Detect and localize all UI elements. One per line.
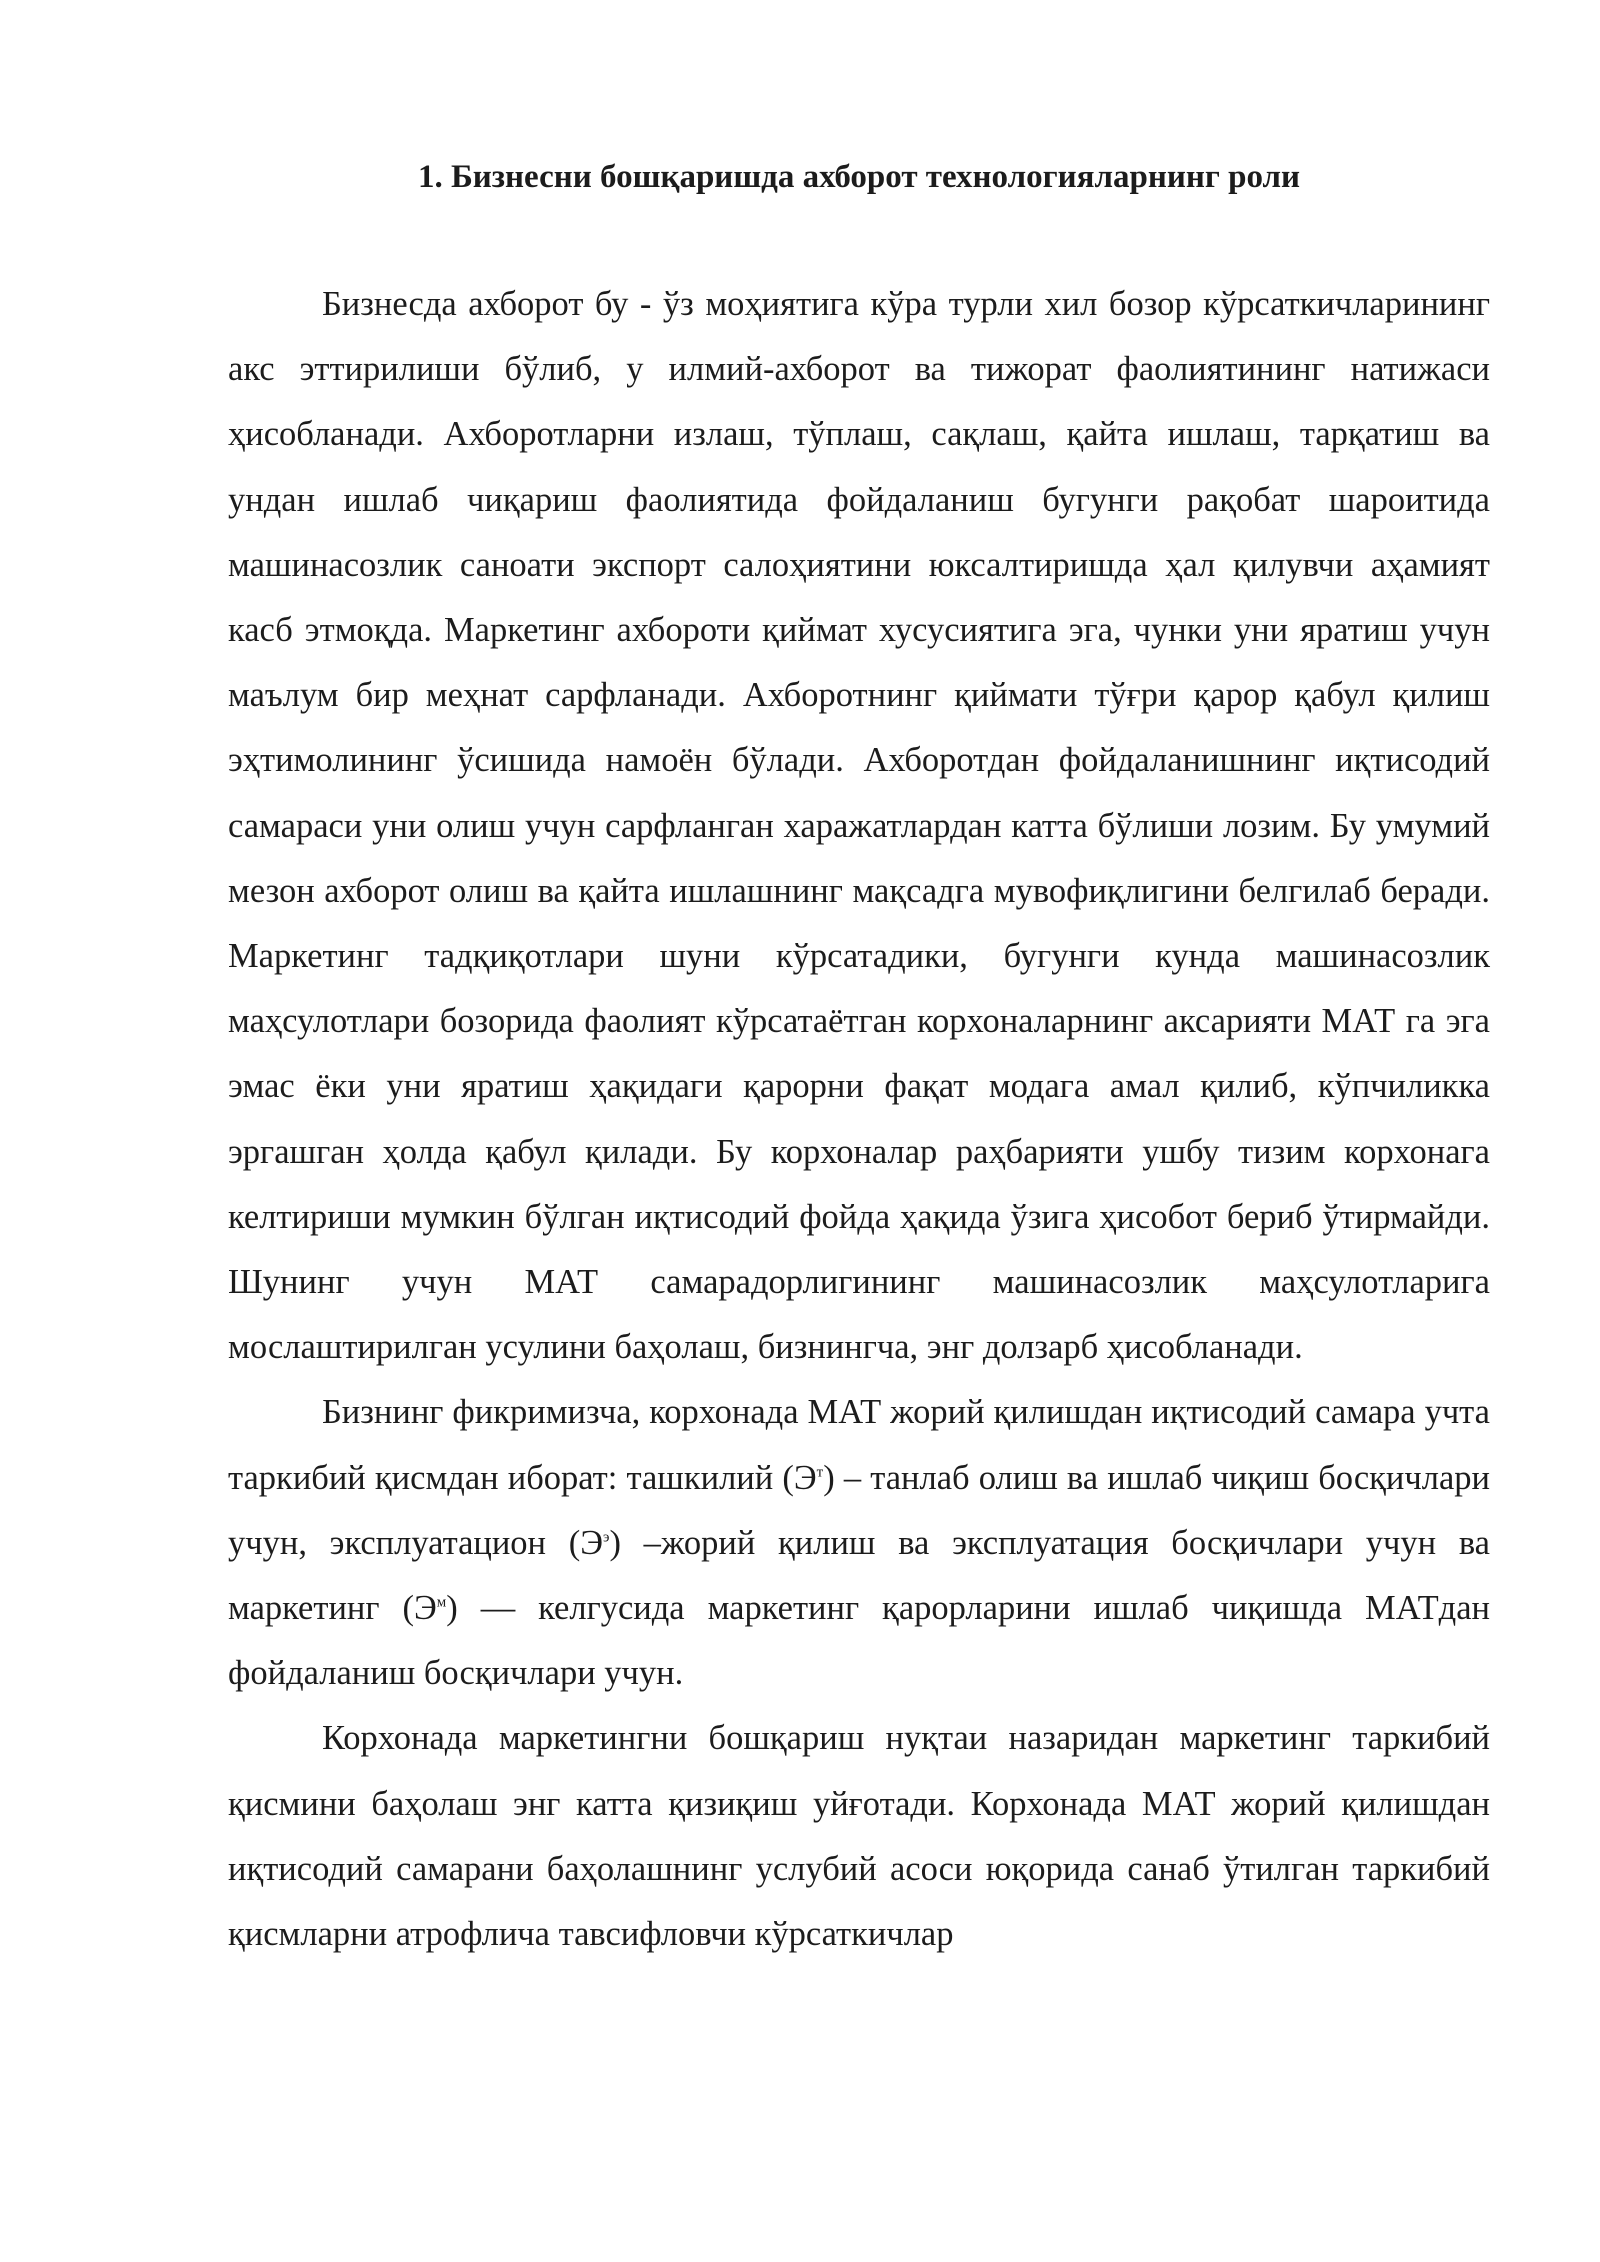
paragraph-1: Бизнесда ахборот бу - ўз моҳиятига кўра турли хил бозор кўрсаткичларининг акс эттирилиши бўлиб, у илмий-ахборот ва тижорат фаолиятининг натижаси ҳисобланади. Ахборотларни излаш, тўплаш, сақлаш, қайта ишлаш, тарқатиш ва ундан ишлаб чиқариш фаолиятида фойдаланиш бугунги рақобат шароитида машинасозлик саноати экспорт салоҳиятини юксалтиришда ҳал қилувчи аҳамият касб этмоқда. Маркетинг ахбороти қиймат хусусиятига эга, чунки уни яратиш учун маълум бир меҳнат сарфланади. Ахборотнинг қиймати тўғри қарор қабул қилиш эҳтимолининг ўсишида намоён бўлади. Ахборотдан фойдаланишнинг иқтисодий самараси уни олиш учун сарфланган харажатлардан катта бўлиши лозим. Бу умумий мезон ахборот олиш ва қайта ишлашнинг мақсадга мувофиқлигини белгилаб беради. Маркетинг тадқиқотлари шуни кўрсатадики, бугунги кунда машинасозлик маҳсулотлари бозорида фаолият кўрсатаётган корхоналарнинг аксарияти МАТ га эга эмас ёки уни яратиш ҳақидаги қарорни фақат модага амал қилиб, кўпчиликка эргашган ҳолда қабул қилади. Бу корхоналар раҳбарияти ушбу тизим корхонага келтириши мумкин бўлган иқтисодий фойда ҳақида ўзига ҳисобот бериб ўтирмайди. Шунинг учун МАТ самарадорлигининг машинасозлик маҳсулотларига мослаштирилган усулини баҳолаш, бизнингча, энг долзарб ҳисобланади. [228, 285, 1490, 1367]
superscript-m: м [436, 1594, 447, 1611]
document-body [228, 150, 1490, 1967]
paragraph-2-text-2: ) – танлаб олиш ва ишлаб чиқиш босқичлари учун, эксплуатацион (Э [228, 1458, 1490, 1562]
superscript-t: т [816, 1463, 824, 1480]
superscript-e: э [603, 1529, 610, 1546]
paragraph-2-text-4: ) — келгусида маркетинг қарорларини ишлаб чиқишда МАТдан фойдаланиш босқичлари учун. [228, 1589, 1490, 1693]
paragraph-3: Корхонада маркетингни бошқариш нуқтаи назаридан маркетинг таркибий қисмини баҳолаш энг катта қизиқиш уйғотади. Корхонада МАТ жорий қилишдан иқтисодий самарани баҳолашнинг услубий асоси юқорида санаб ўтилган таркибий қисмларни атрофлича тавсифловчи кўрсаткичлар [228, 1719, 1490, 1954]
paragraph-2 [228, 1380, 1490, 1706]
section-title: 1. Бизнесни бошқаришда ахборот технологияларнинг роли [417, 159, 1301, 195]
paragraph-2-text-3: ) –жорий қилиш ва эксплуатация босқичлари учун ва маркетинг (Э [228, 1523, 1490, 1628]
paragraph-2-text-1: Бизнинг фикримизча, корхонада МАТ жорий қилишдан иқтисодий самара учта таркибий қисмдан иборат: ташкилий (Э [228, 1393, 1490, 1497]
